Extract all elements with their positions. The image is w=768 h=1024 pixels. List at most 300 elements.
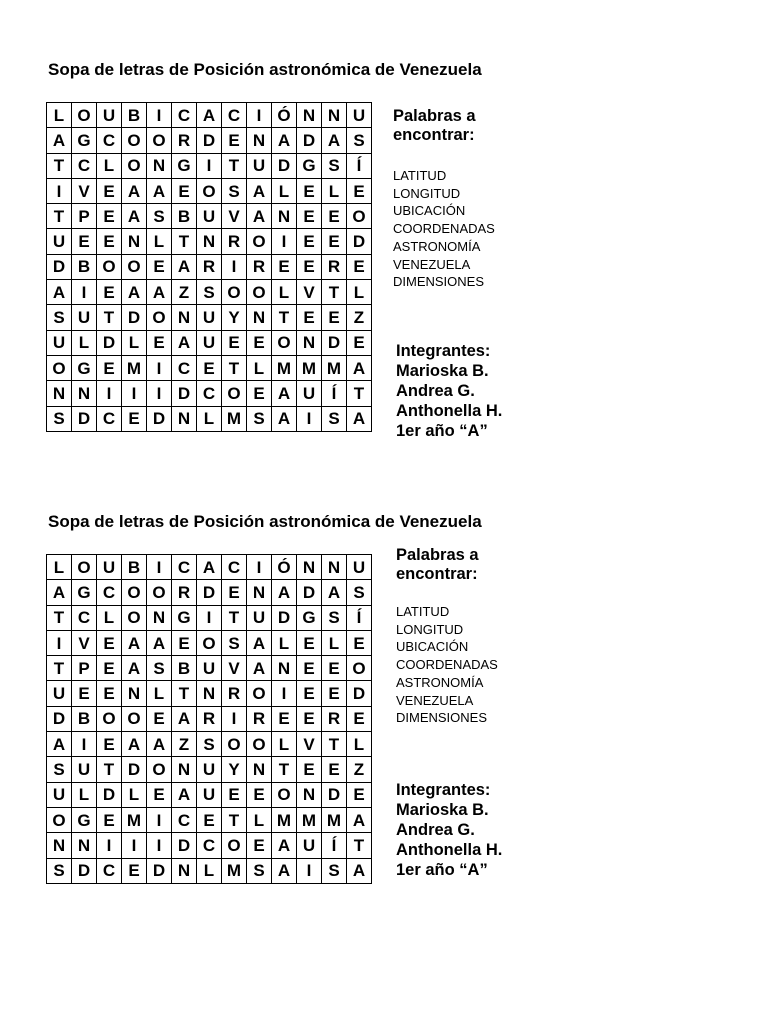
grid-cell: T [272,757,297,782]
grid-cell: T [347,381,372,406]
grid-cell: N [197,681,222,706]
word-item: LATITUD [393,168,447,183]
grid-cell: A [147,732,172,757]
grid-cell: D [322,330,347,355]
grid-cell: A [172,706,197,731]
word-item: LONGITUD [396,621,464,637]
grid-cell: S [322,605,347,630]
grid-cell: O [147,757,172,782]
grid-cell: E [297,229,322,254]
grid-cell: A [122,630,147,655]
grid-cell: M [122,807,147,832]
grid-cell: E [97,656,122,681]
grid-cell: O [247,732,272,757]
grid-cell: C [72,605,97,630]
grid-cell: I [247,555,272,580]
member-item: 1er año “A” [396,422,488,440]
grid-cell: U [72,305,97,330]
grid-cell: L [72,782,97,807]
grid-cell: D [122,757,147,782]
grid-row [47,103,372,128]
grid-cell: S [47,858,72,883]
grid-cell: V [72,630,97,655]
grid-cell: A [147,630,172,655]
word-item: LATITUD [396,604,450,619]
grid-cell: N [247,128,272,153]
grid-row [47,630,372,655]
grid-cell: A [172,330,197,355]
grid-cell: I [147,555,172,580]
grid-cell: M [272,355,297,380]
grid-cell: U [247,605,272,630]
grid-cell: E [322,681,347,706]
grid-cell: C [172,807,197,832]
grid-cell: N [72,381,97,406]
grid-cell: N [297,782,322,807]
grid-cell: I [147,355,172,380]
grid-cell: Y [222,757,247,782]
word-item: ASTRONOMÍA [396,674,484,690]
grid-cell: T [272,305,297,330]
grid-cell: D [172,381,197,406]
grid-cell: G [172,153,197,178]
grid-cell: S [322,858,347,883]
letter-grid [46,102,372,432]
members-list [396,341,502,441]
grid-cell: L [272,732,297,757]
grid-cell: T [97,305,122,330]
grid-cell: C [97,858,122,883]
grid-cell: E [72,229,97,254]
grid-cell: V [297,732,322,757]
grid-cell: O [97,706,122,731]
grid-cell: E [147,782,172,807]
grid-cell: D [147,406,172,431]
grid-cell: L [147,681,172,706]
grid-cell: A [172,782,197,807]
grid-cell: N [197,229,222,254]
grid-cell: E [272,706,297,731]
grid-cell: L [272,630,297,655]
grid-cell: L [272,280,297,305]
grid-cell: D [122,305,147,330]
grid-cell: G [297,605,322,630]
grid-cell: A [272,858,297,883]
grid-cell: L [322,630,347,655]
worksheet-title: Sopa de letras de Posición astronómica de Venezuela [48,512,482,531]
word-item: VENEZUELA [393,256,471,272]
words-heading: Palabras a encontrar: [396,546,479,583]
grid-cell: A [122,178,147,203]
grid-cell: D [347,229,372,254]
grid-cell: U [197,305,222,330]
grid-cell: N [272,204,297,229]
grid-cell: E [297,656,322,681]
grid-cell: M [122,355,147,380]
grid-cell: T [47,153,72,178]
grid-row [47,280,372,305]
grid-cell: E [322,305,347,330]
members-list [396,780,502,880]
grid-cell: E [97,681,122,706]
grid-cell: N [122,681,147,706]
grid-cell: D [172,833,197,858]
grid-cell: C [97,580,122,605]
grid-cell: E [122,858,147,883]
grid-cell: L [97,153,122,178]
grid-cell: R [197,254,222,279]
grid-cell: A [122,204,147,229]
grid-cell: E [97,178,122,203]
word-item: UBICACIÓN [396,639,469,655]
grid-cell: R [247,706,272,731]
grid-cell: S [247,406,272,431]
grid-row [47,330,372,355]
grid-cell: E [347,330,372,355]
grid-row [47,580,372,605]
grid-cell: Í [347,605,372,630]
grid-cell: I [147,381,172,406]
grid-row [47,706,372,731]
grid-cell: O [122,605,147,630]
grid-cell: U [47,681,72,706]
grid-cell: I [47,178,72,203]
grid-cell: O [122,254,147,279]
grid-cell: M [272,807,297,832]
grid-cell: R [322,254,347,279]
grid-cell: D [322,782,347,807]
grid-cell: N [122,229,147,254]
word-item: COORDENADAS [393,221,495,237]
grid-cell: E [222,782,247,807]
grid-cell: R [197,706,222,731]
grid-cell: L [72,330,97,355]
grid-cell: C [72,153,97,178]
grid-cell: P [72,656,97,681]
grid-cell: A [347,406,372,431]
word-item: ASTRONOMÍA [393,238,481,254]
grid-row [47,681,372,706]
member-item: Integrantes: [396,781,491,799]
grid-cell: O [72,103,97,128]
grid-cell: C [97,128,122,153]
grid-cell: E [297,757,322,782]
grid-cell: N [172,305,197,330]
grid-cell: N [297,555,322,580]
grid-row [47,355,372,380]
grid-row [47,128,372,153]
word-item: DIMENSIONES [393,274,485,290]
grid-row [47,381,372,406]
grid-cell: P [72,204,97,229]
grid-cell: E [222,128,247,153]
grid-cell: E [297,254,322,279]
grid-cell: I [72,732,97,757]
grid-cell: D [197,580,222,605]
grid-cell: A [322,580,347,605]
grid-cell: E [322,229,347,254]
grid-cell: L [122,782,147,807]
grid-cell: M [222,858,247,883]
grid-row [47,858,372,883]
grid-cell: E [247,782,272,807]
word-item: COORDENADAS [396,657,498,673]
grid-cell: E [147,330,172,355]
grid-cell: V [72,178,97,203]
grid-cell: O [197,178,222,203]
grid-cell: I [197,605,222,630]
grid-cell: T [322,732,347,757]
grid-cell: M [322,355,347,380]
grid-cell: E [297,204,322,229]
grid-cell: M [322,807,347,832]
grid-cell: A [122,280,147,305]
grid-row [47,757,372,782]
grid-cell: N [172,757,197,782]
grid-cell: E [247,833,272,858]
grid-cell: O [147,580,172,605]
grid-cell: L [47,555,72,580]
grid-cell: N [147,153,172,178]
grid-cell: N [172,858,197,883]
grid-cell: M [297,807,322,832]
grid-cell: D [297,128,322,153]
grid-cell: I [122,381,147,406]
grid-cell: O [272,330,297,355]
grid-cell: I [297,406,322,431]
grid-cell: S [47,406,72,431]
grid-cell: A [347,807,372,832]
grid-cell: S [247,858,272,883]
grid-cell: B [122,103,147,128]
grid-cell: A [47,732,72,757]
grid-cell: U [297,833,322,858]
grid-cell: R [172,128,197,153]
grid-cell: Z [172,280,197,305]
grid-cell: N [322,103,347,128]
grid-cell: L [272,178,297,203]
grid-cell: Ó [272,103,297,128]
word-item: LONGITUD [393,185,461,201]
grid-cell: E [172,630,197,655]
grid-row [47,229,372,254]
grid-cell: R [247,254,272,279]
grid-cell: L [322,178,347,203]
grid-cell: O [97,254,122,279]
grid-cell: I [147,807,172,832]
grid-cell: I [47,630,72,655]
grid-cell: I [122,833,147,858]
grid-cell: G [297,153,322,178]
grid-cell: U [197,330,222,355]
grid-cell: O [247,681,272,706]
member-item: Anthonella H. [396,402,503,420]
grid-cell: U [197,757,222,782]
grid-cell: T [322,280,347,305]
grid-cell: U [197,204,222,229]
grid-row [47,555,372,580]
grid-cell: A [247,630,272,655]
grid-cell: N [47,381,72,406]
grid-cell: A [197,555,222,580]
grid-cell: O [247,280,272,305]
grid-cell: S [197,732,222,757]
grid-row [47,406,372,431]
grid-cell: I [147,833,172,858]
grid-cell: G [172,605,197,630]
grid-cell: I [272,229,297,254]
grid-cell: N [272,656,297,681]
grid-cell: E [297,681,322,706]
grid-cell: N [247,757,272,782]
grid-cell: Z [347,757,372,782]
grid-cell: A [47,280,72,305]
grid-cell: S [47,757,72,782]
grid-cell: O [222,280,247,305]
grid-cell: E [97,204,122,229]
grid-cell: C [197,833,222,858]
grid-cell: A [272,833,297,858]
grid-cell: E [247,381,272,406]
grid-cell: R [222,229,247,254]
grid-cell: I [147,103,172,128]
grid-cell: A [272,406,297,431]
grid-cell: A [247,656,272,681]
grid-cell: L [47,103,72,128]
grid-cell: G [72,807,97,832]
grid-row [47,605,372,630]
grid-cell: E [347,254,372,279]
grid-cell: E [297,178,322,203]
grid-cell: D [72,406,97,431]
grid-cell: E [97,229,122,254]
grid-cell: U [197,656,222,681]
grid-cell: A [172,254,197,279]
grid-cell: I [297,858,322,883]
grid-cell: I [197,153,222,178]
grid-cell: O [222,732,247,757]
grid-cell: D [72,858,97,883]
grid-cell: A [47,580,72,605]
grid-cell: V [222,656,247,681]
grid-cell: U [347,103,372,128]
grid-cell: N [247,305,272,330]
grid-cell: R [222,681,247,706]
grid-cell: O [47,355,72,380]
grid-cell: S [222,178,247,203]
grid-cell: C [172,103,197,128]
grid-cell: E [172,178,197,203]
grid-cell: C [97,406,122,431]
grid-cell: E [347,178,372,203]
grid-cell: T [47,204,72,229]
word-item: UBICACIÓN [393,203,466,219]
grid-cell: D [272,605,297,630]
grid-cell: E [297,305,322,330]
grid-cell: T [97,757,122,782]
grid-cell: C [172,355,197,380]
grid-cell: S [197,280,222,305]
grid-cell: N [297,103,322,128]
grid-cell: O [122,580,147,605]
grid-cell: M [297,355,322,380]
grid-cell: R [172,580,197,605]
word-item: DIMENSIONES [396,710,488,726]
worksheet-title: Sopa de letras de Posición astronómica de Venezuela [48,60,482,79]
grid-cell: L [347,280,372,305]
grid-cell: A [147,178,172,203]
grid-cell: U [97,103,122,128]
member-item: Andrea G. [396,821,475,839]
words-heading: Palabras a encontrar: [393,107,476,144]
grid-cell: E [97,807,122,832]
grid-cell: T [347,833,372,858]
grid-cell: T [172,229,197,254]
grid-cell: I [97,833,122,858]
member-item: Andrea G. [396,382,475,400]
grid-cell: O [122,706,147,731]
grid-cell: E [297,630,322,655]
grid-cell: N [322,555,347,580]
grid-cell: E [272,254,297,279]
grid-cell: O [347,204,372,229]
grid-cell: E [347,706,372,731]
grid-cell: S [47,305,72,330]
grid-cell: T [222,807,247,832]
grid-cell: E [197,807,222,832]
grid-row [47,254,372,279]
grid-cell: S [347,580,372,605]
grid-cell: D [347,681,372,706]
grid-cell: N [147,605,172,630]
member-item: Marioska B. [396,801,489,819]
grid-cell: A [122,732,147,757]
grid-cell: Ó [272,555,297,580]
grid-cell: S [347,128,372,153]
grid-cell: A [272,381,297,406]
grid-cell: L [247,355,272,380]
grid-cell: A [272,128,297,153]
grid-cell: N [247,580,272,605]
grid-cell: E [97,630,122,655]
grid-cell: A [197,103,222,128]
grid-cell: I [272,681,297,706]
grid-cell: S [322,153,347,178]
member-item: 1er año “A” [396,861,488,879]
grid-cell: D [197,128,222,153]
grid-cell: U [47,782,72,807]
grid-cell: E [147,254,172,279]
grid-cell: Í [347,153,372,178]
grid-cell: G [72,355,97,380]
grid-cell: U [97,555,122,580]
grid-cell: N [72,833,97,858]
grid-cell: T [222,153,247,178]
grid-cell: E [122,406,147,431]
grid-cell: I [222,254,247,279]
member-item: Marioska B. [396,362,489,380]
grid-cell: A [322,128,347,153]
grid-cell: E [197,355,222,380]
grid-cell: I [97,381,122,406]
grid-cell: E [322,757,347,782]
grid-cell: E [72,681,97,706]
grid-cell: E [222,330,247,355]
grid-cell: E [347,782,372,807]
grid-row [47,153,372,178]
grid-cell: U [72,757,97,782]
grid-cell: A [47,128,72,153]
